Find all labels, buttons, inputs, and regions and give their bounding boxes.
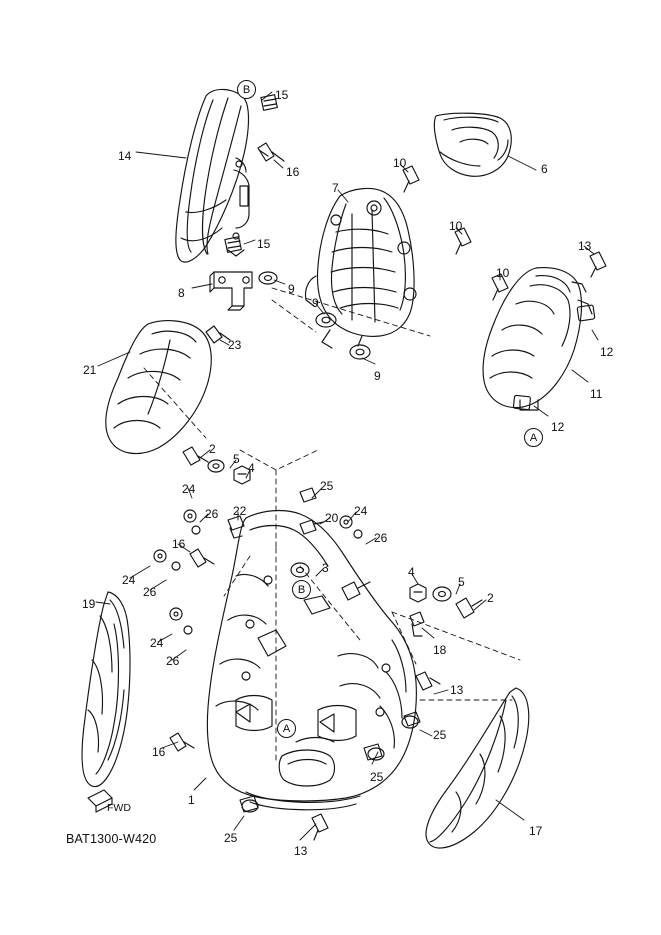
part-6-air-duct <box>434 113 511 176</box>
part-21-left-side-panel <box>106 321 211 454</box>
callout-3: 3 <box>322 561 329 575</box>
callout-12-lower: 12 <box>551 420 565 434</box>
callout-19: 19 <box>82 597 96 611</box>
callout-13-mid: 13 <box>450 683 464 697</box>
callout-17: 17 <box>529 824 543 838</box>
callout-12-upper: 12 <box>600 345 614 359</box>
callout-25-b: 25 <box>433 728 447 742</box>
callout-9-mid: 9 <box>312 296 319 310</box>
callout-9-lower: 9 <box>374 369 381 383</box>
part-9-collar-lower <box>350 345 370 359</box>
callout-14: 14 <box>118 149 132 163</box>
callout-11: 11 <box>590 387 603 401</box>
callout-2-right: 2 <box>487 591 494 605</box>
callout-4-left: 4 <box>248 461 255 475</box>
reference-marker-b-mid: B <box>292 580 311 599</box>
callout-18: 18 <box>433 643 447 657</box>
part-11-right-side-cowl <box>483 268 595 410</box>
part-16-screw-upper <box>258 143 284 161</box>
callout-4-right: 4 <box>408 565 415 579</box>
callout-5-left: 5 <box>233 452 240 466</box>
callout-6: 6 <box>541 162 548 176</box>
reference-marker-b-top: B <box>237 80 256 99</box>
reference-marker-a-right: A <box>524 428 543 447</box>
callout-21: 21 <box>83 363 97 377</box>
part-17-right-lower-strake <box>426 688 529 848</box>
callout-16-lower: 16 <box>152 745 166 759</box>
callout-26-a: 26 <box>205 507 219 521</box>
reference-marker-a-lower: A <box>277 719 296 738</box>
callout-1: 1 <box>188 793 195 807</box>
part-15-clip-lower <box>225 237 241 253</box>
diagram-part-code: BAT1300-W420 <box>66 832 157 846</box>
callout-26-d: 26 <box>166 654 180 668</box>
callout-2-left: 2 <box>209 442 216 456</box>
callout-23: 23 <box>228 338 242 352</box>
callout-5-right: 5 <box>458 575 465 589</box>
part-13-screw-right <box>590 252 606 277</box>
callout-20: 20 <box>325 511 339 525</box>
part-23-bolt <box>206 326 230 343</box>
callout-26-b: 26 <box>374 531 388 545</box>
callout-10-b: 10 <box>449 219 463 233</box>
callout-15-lower: 15 <box>257 237 271 251</box>
part-19-left-lower-strake <box>82 592 130 787</box>
fwd-label: FWD <box>107 802 131 814</box>
callout-13-right: 13 <box>578 239 592 253</box>
callout-25-c: 25 <box>370 770 384 784</box>
callout-16-upper: 16 <box>286 165 300 179</box>
callout-25-d: 25 <box>224 831 238 845</box>
callout-26-c: 26 <box>143 585 157 599</box>
callout-9-upper: 9 <box>288 282 295 296</box>
callout-24-c: 24 <box>122 573 136 587</box>
part-8-stay-bracket <box>210 272 252 310</box>
part-9-collar-upper <box>259 272 277 284</box>
callout-22: 22 <box>233 504 247 518</box>
callout-24-b: 24 <box>354 504 368 518</box>
part-9-collar-mid <box>316 313 336 327</box>
part-1-front-cowl <box>207 511 416 810</box>
callout-7: 7 <box>332 181 339 195</box>
part-7-headlight-unit <box>305 189 416 348</box>
callout-10-c: 10 <box>496 266 510 280</box>
callout-8: 8 <box>178 286 185 300</box>
callout-15-upper: 15 <box>275 88 289 102</box>
callout-16-mid: 16 <box>172 537 186 551</box>
part-14-upper-side-cowl <box>176 89 249 262</box>
callout-24-a: 24 <box>182 482 196 496</box>
callout-24-d: 24 <box>150 636 164 650</box>
callout-10-a: 10 <box>393 156 407 170</box>
callout-25-a: 25 <box>320 479 334 493</box>
callout-13-lower: 13 <box>294 844 308 858</box>
